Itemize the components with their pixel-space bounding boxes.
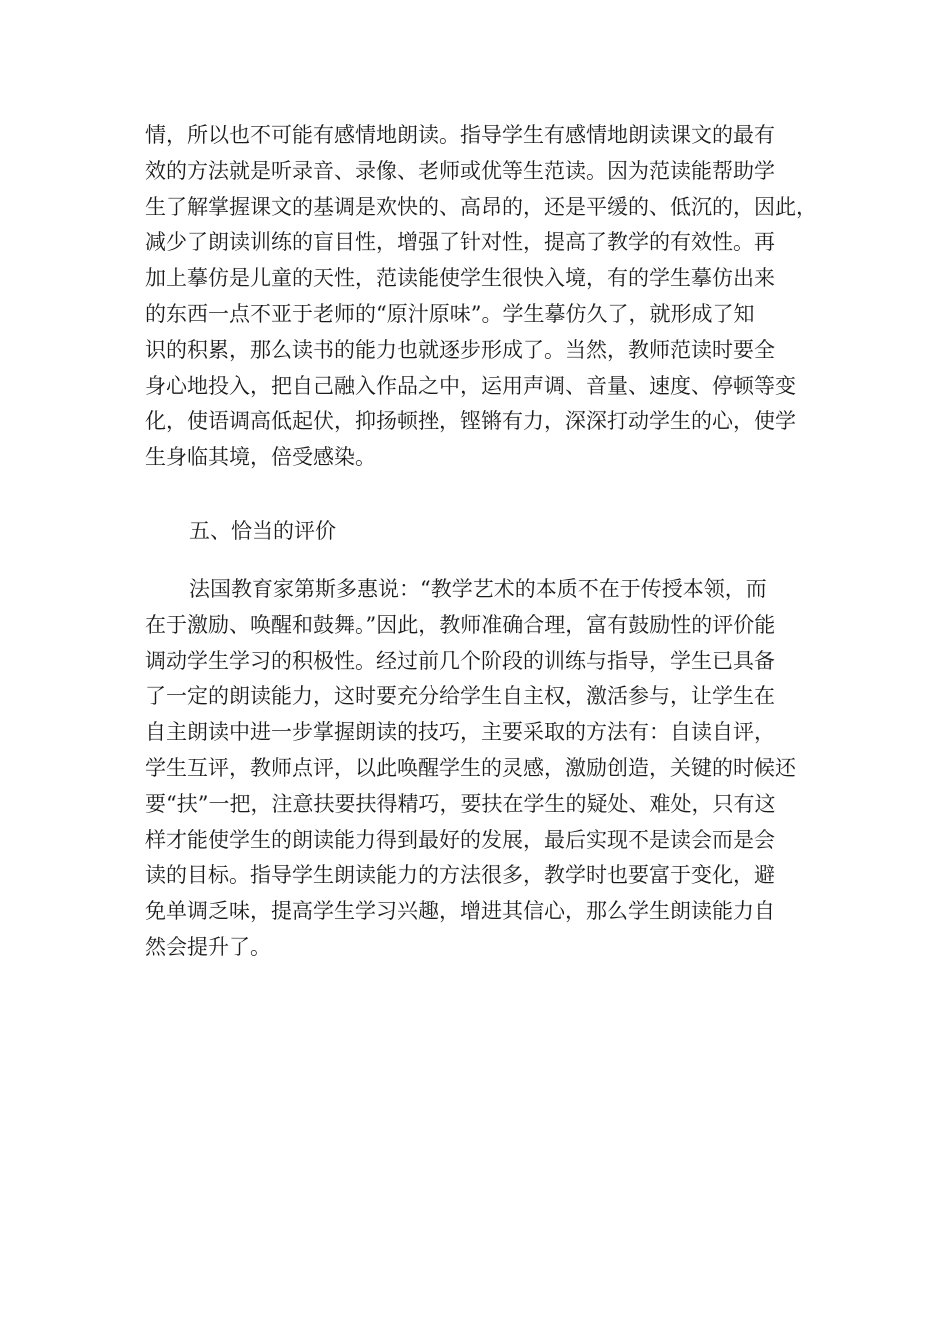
paragraph-line: 识的积累，那么读书的能力也就逐步形成了。当然，教师范读时要全: [145, 337, 775, 362]
paragraph-line: 加上摹仿是儿童的天性，范读能使学生很快入境，有的学生摹仿出来: [145, 266, 775, 291]
paragraph-line: 在于激励、唤醒和鼓舞。”因此，教师准确合理，富有鼓励性的评价能: [145, 612, 776, 637]
paragraph-line: 然会提升了。: [145, 934, 271, 959]
paragraph-line: 自主朗读中进一步掌握朗读的技巧，主要采取的方法有：自读自评，: [145, 720, 775, 745]
paragraph-line: 身心地投入，把自己融入作品之中，运用声调、音量、速度、停顿等变: [145, 373, 796, 398]
paragraph-line: 效的方法就是听录音、录像、老师或优等生范读。因为范读能帮助学: [145, 158, 775, 183]
paragraph-line: 了一定的朗读能力，这时要充分给学生自主权，激活参与，让学生在: [145, 684, 775, 709]
body-paragraph-2: [145, 572, 809, 966]
paragraph-line: 生了解掌握课文的基调是欢快的、高昂的，还是平缓的、低沉的，因此，: [145, 194, 817, 219]
paragraph-line: 生身临其境，倍受感染。: [145, 445, 376, 470]
paragraph-line: 法国教育家第斯多惠说：“教学艺术的本质不在于传授本领，而: [189, 577, 767, 601]
paragraph-line: 免单调乏味，提高学生学习兴趣，增进其信心，那么学生朗读能力自: [145, 899, 775, 924]
paragraph-line: 样才能使学生的朗读能力得到最好的发展，最后实现不是读会而是会: [145, 827, 775, 852]
paragraph-line: 减少了朗读训练的盲目性，增强了针对性，提高了教学的有效性。再: [145, 230, 775, 255]
body-paragraph-1: [145, 118, 817, 476]
paragraph-line: 读的目标。指导学生朗读能力的方法很多，教学时也要富于变化，避: [145, 863, 775, 888]
paragraph-line: 调动学生学习的积极性。经过前几个阶段的训练与指导，学生已具备: [145, 648, 775, 673]
section-heading-text: 五、恰当的评价: [189, 519, 336, 543]
paragraph-line: 情，所以也不可能有感情地朗读。指导学生有感情地朗读课文的最有: [145, 123, 775, 147]
paragraph-line: 的东西一点不亚于老师的“原汁原味”。学生摹仿久了，就形成了知: [145, 301, 755, 326]
paragraph-line: 要“扶”一把，注意扶要扶得精巧，要扶在学生的疑处、难处，只有这: [145, 791, 776, 816]
paragraph-line: 化，使语调高低起伏，抑扬顿挫，铿锵有力，深深打动学生的心，使学: [145, 409, 796, 434]
paragraph-line: 学生互评，教师点评，以此唤醒学生的灵感，激励创造，关键的时候还: [145, 755, 796, 780]
section-heading: [145, 514, 809, 550]
